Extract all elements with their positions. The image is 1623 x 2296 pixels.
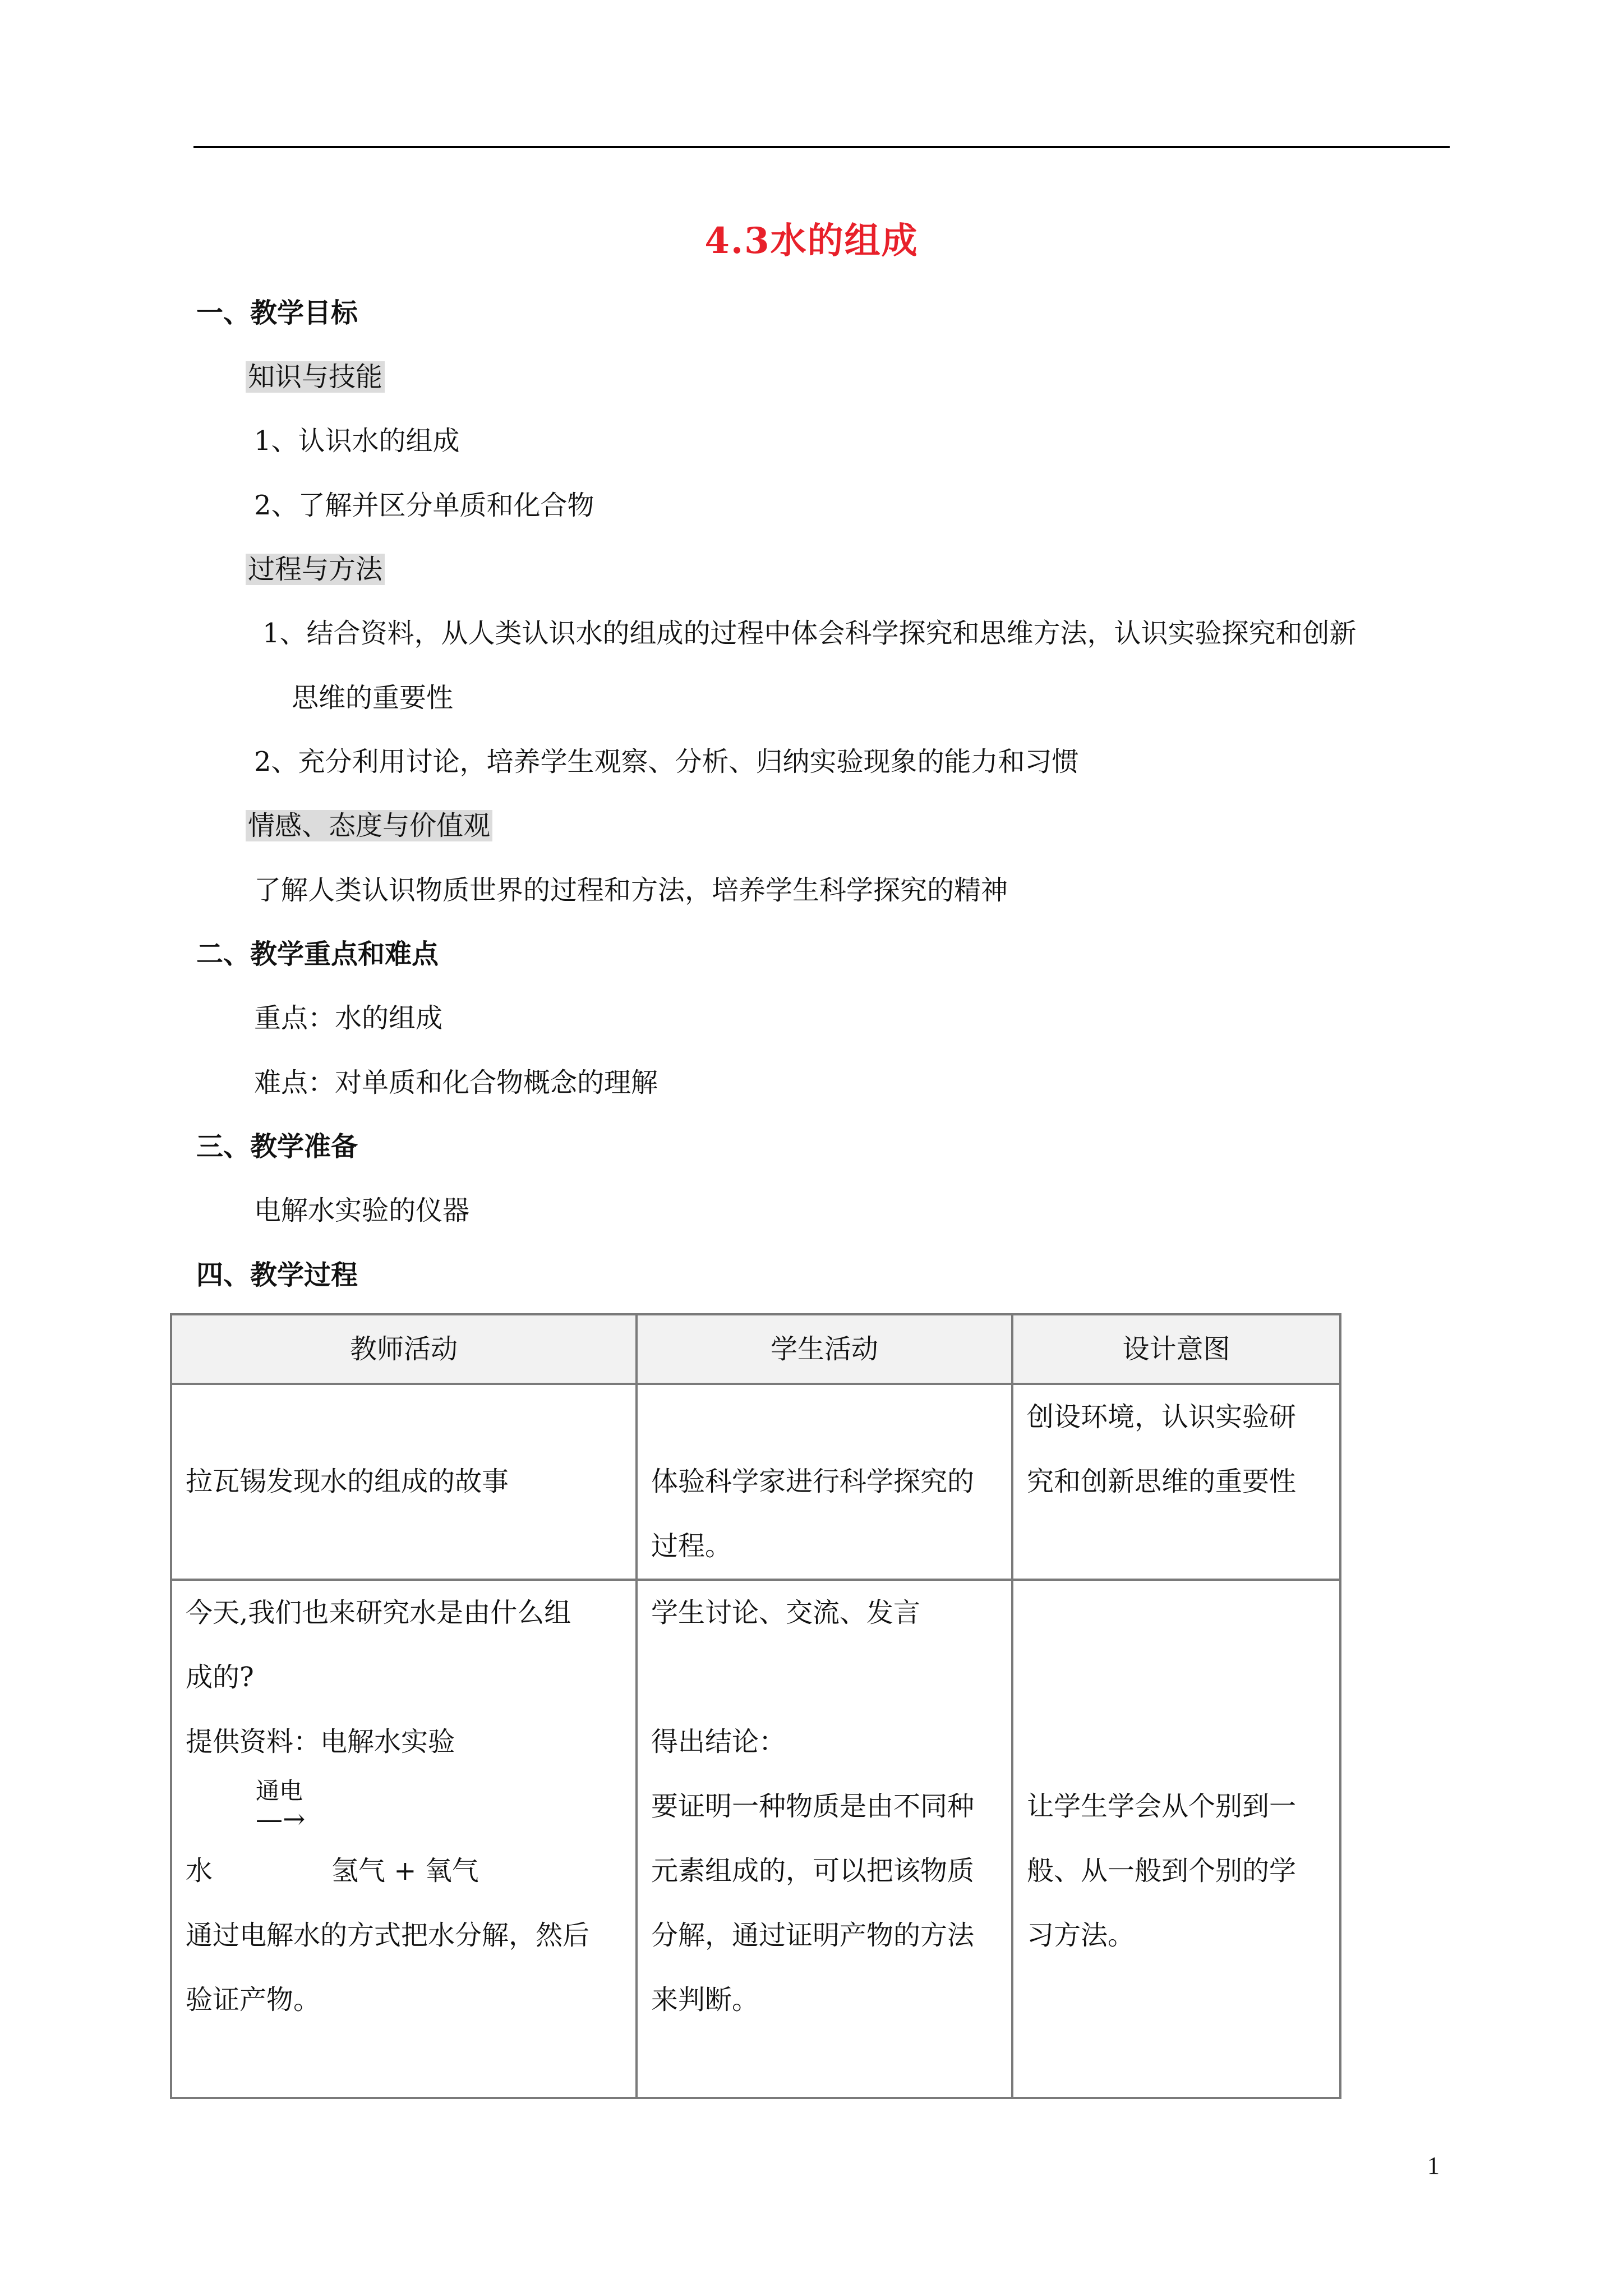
header-design-intent: 设计意图 xyxy=(1012,1314,1340,1384)
student-activity-line: 学生讨论、交流、发言 xyxy=(651,1597,921,1628)
student-activity-line: 过程。 xyxy=(651,1530,732,1562)
design-intent-line: 习方法。 xyxy=(1027,1920,1135,1951)
teacher-activity-line: 成的? xyxy=(186,1662,254,1693)
teaching-process-table xyxy=(170,1313,1341,2099)
student-activity-line: 分解，通过证明产物的方法 xyxy=(651,1920,975,1951)
process-item-2: 2、充分利用讨论，培养学生观察、分析、归纳实验现象的能力和习惯 xyxy=(254,746,1079,777)
subheading-emotion-label: 情感、态度与价值观 xyxy=(246,810,492,841)
design-intent-line: 究和创新思维的重要性 xyxy=(1027,1466,1297,1497)
subheading-knowledge xyxy=(246,360,385,394)
knowledge-item-1: 1、认识水的组成 xyxy=(254,425,460,457)
section-heading-objectives: 一、教学目标 xyxy=(196,297,358,329)
student-activity-line: 来判断。 xyxy=(651,1984,759,2016)
knowledge-item-2: 2、了解并区分单质和化合物 xyxy=(254,490,594,521)
electrolysis-equation xyxy=(186,1774,622,1903)
equation-products: 氢气 + 氧气 xyxy=(331,1855,479,1887)
subheading-process xyxy=(246,553,385,586)
student-activity-line: 得出结论： xyxy=(651,1726,786,1757)
header-teacher-activity: 教师活动 xyxy=(171,1314,637,1384)
section-heading-preparation: 三、教学准备 xyxy=(196,1131,358,1162)
equation-condition: 通电 xyxy=(256,1777,303,1805)
design-intent-cell xyxy=(1012,1384,1340,1580)
preparation-text: 电解水实验的仪器 xyxy=(254,1195,470,1226)
page-number: 1 xyxy=(1427,2152,1440,2179)
equation-reactant: 水 xyxy=(186,1855,213,1887)
design-intent-cell xyxy=(1012,1580,1340,2098)
teacher-activity-cell xyxy=(171,1580,637,2098)
subheading-emotion xyxy=(246,809,492,843)
design-intent-line: 让学生学会从个别到一 xyxy=(1027,1791,1297,1822)
subheading-knowledge-label: 知识与技能 xyxy=(246,361,385,393)
reaction-arrow-icon: —→ xyxy=(256,1803,306,1835)
student-activity-cell xyxy=(637,1384,1012,1580)
design-intent-line: 创设环境，认识实验研 xyxy=(1027,1401,1297,1433)
design-intent-line: 般、从一般到个别的学 xyxy=(1027,1855,1297,1887)
teacher-activity-text: 拉瓦锡发现水的组成的故事 xyxy=(186,1466,509,1497)
table-header-row xyxy=(171,1314,1340,1384)
teacher-activity-line: 通过电解水的方式把水分解，然后 xyxy=(186,1920,590,1951)
student-activity-line: 要证明一种物质是由不同种 xyxy=(651,1791,975,1822)
page-title: 4.3水的组成 xyxy=(704,220,919,262)
difficulty-point: 难点：对单质和化合物概念的理解 xyxy=(254,1067,658,1098)
student-activity-line: 元素组成的，可以把该物质 xyxy=(651,1855,975,1887)
section-heading-key-points: 二、教学重点和难点 xyxy=(196,938,439,970)
process-item-1-line-1: 1、结合资料，从人类认识水的组成的过程中体会科学探究和思维方法，认识实验探究和创新 xyxy=(262,618,1357,649)
student-activity-line: 体验科学家进行科学探究的 xyxy=(651,1466,975,1497)
header-student-activity: 学生活动 xyxy=(637,1314,1012,1384)
header-rule xyxy=(193,146,1450,148)
teacher-activity-line: 提供资料：电解水实验 xyxy=(186,1726,455,1757)
key-point: 重点：水的组成 xyxy=(254,1002,443,1034)
subheading-process-label: 过程与方法 xyxy=(246,554,385,585)
teacher-activity-line: 验证产物。 xyxy=(186,1984,321,2016)
process-item-1-line-2: 思维的重要性 xyxy=(292,682,454,714)
table-row xyxy=(171,1384,1340,1580)
table-row xyxy=(171,1580,1340,2098)
section-heading-process: 四、教学过程 xyxy=(196,1259,358,1291)
student-activity-cell xyxy=(637,1580,1012,2098)
emotion-text: 了解人类认识物质世界的过程和方法，培养学生科学探究的精神 xyxy=(254,875,1008,906)
teacher-activity-cell xyxy=(171,1384,637,1580)
teacher-activity-line: 今天,我们也来研究水是由什么组 xyxy=(186,1597,571,1628)
